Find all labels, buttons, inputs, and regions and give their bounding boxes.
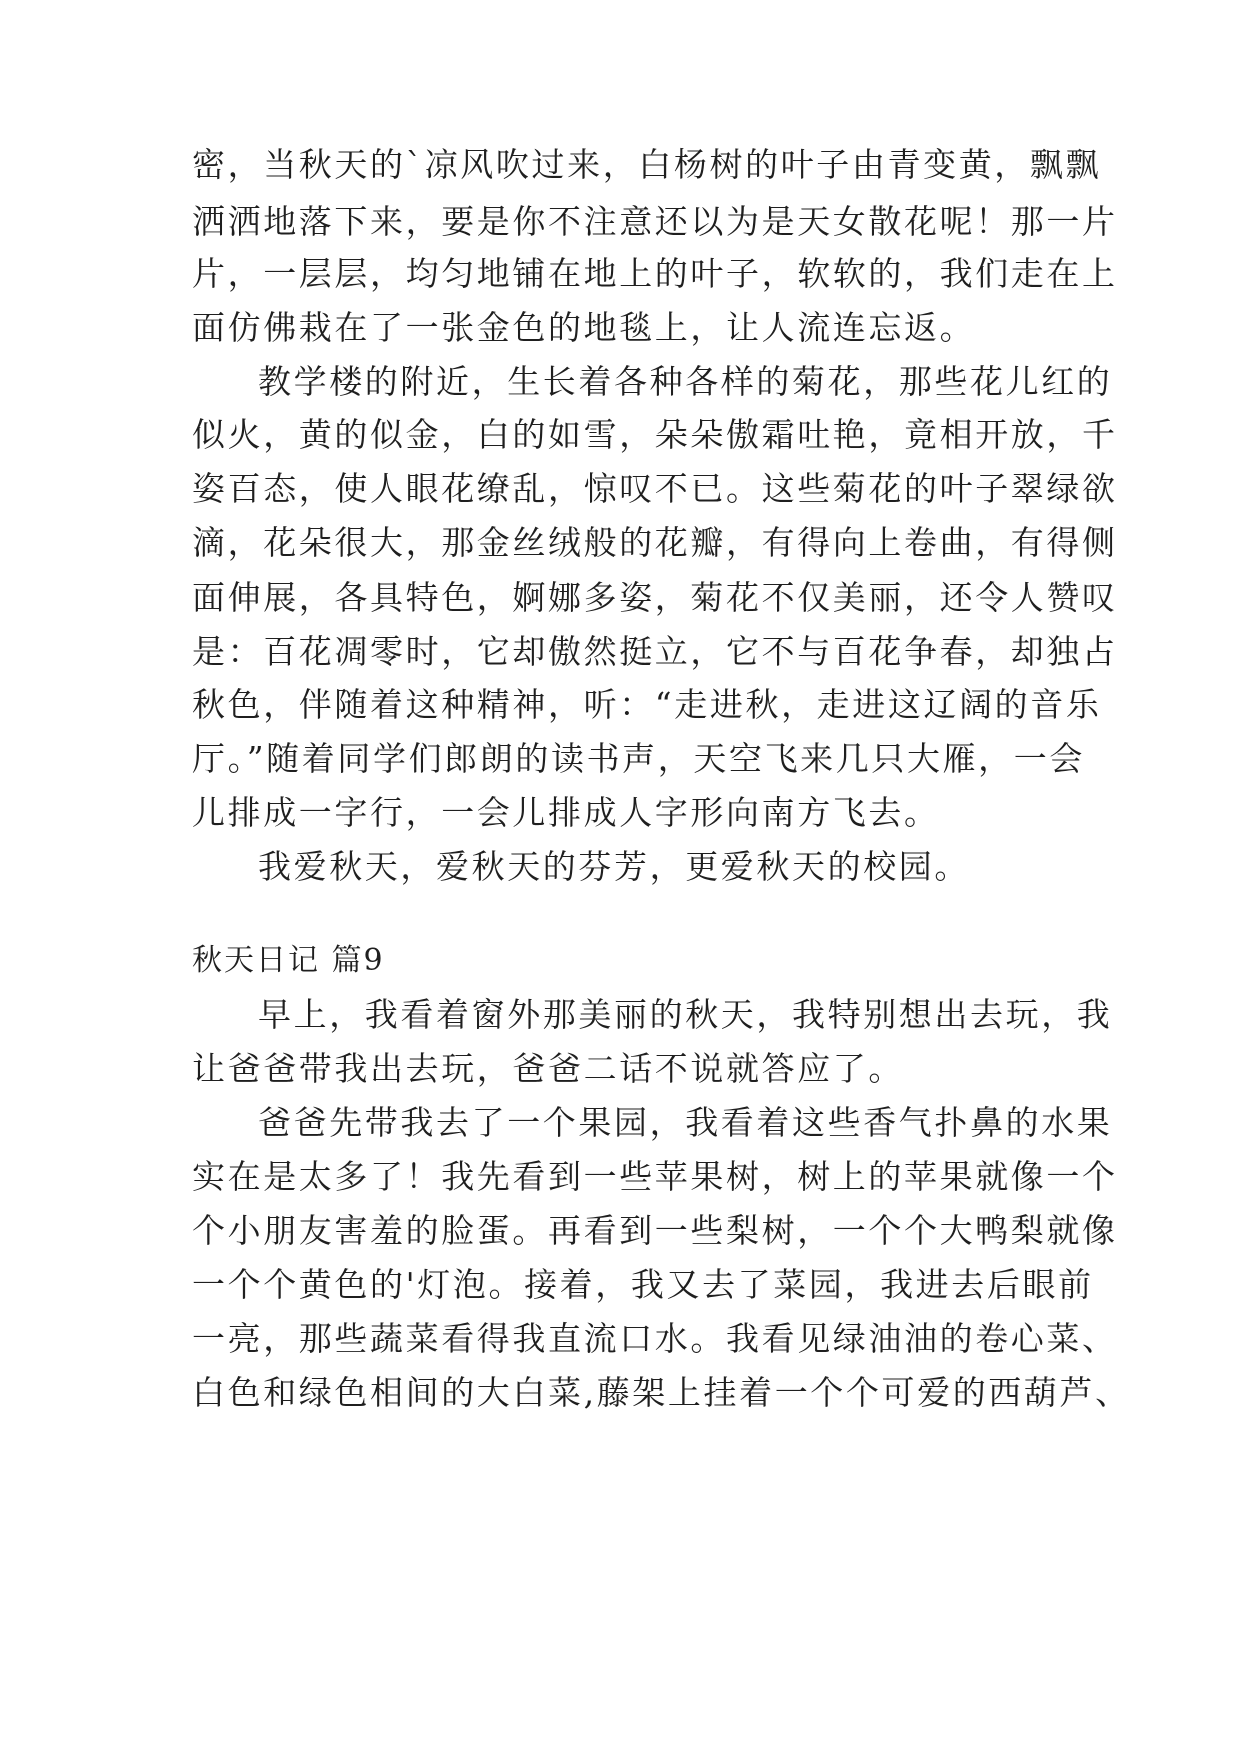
text-line: 儿排成一字行，一会儿排成人字形向南方飞去。 <box>192 793 940 832</box>
text-line: 厅。”随着同学们郎朗的读书声，天空飞来几只大雁，一会 <box>192 739 1085 778</box>
text-line: 个小朋友害羞的脸蛋。再看到一些梨树，一个个大鸭梨就像 <box>192 1211 1118 1250</box>
text-line: 是：百花凋零时，它却傲然挺立，它不与百花争春，却独占 <box>192 632 1118 671</box>
text-line: 秋色，伴随着这种精神，听：“走进秋，走进这辽阔的音乐 <box>192 685 1102 724</box>
text-line: 教学楼的附近，生长着各种各样的菊花，那些花儿红的 <box>258 362 1113 401</box>
text-line: 一亮，那些蔬菜看得我直流口水。我看见绿油油的卷心菜、 <box>192 1319 1118 1358</box>
text-line: 让爸爸带我出去玩，爸爸二话不说就答应了。 <box>192 1049 904 1088</box>
text-line: 我爱秋天，爱秋天的芬芳，更爱秋天的校园。 <box>258 847 970 886</box>
text-line: 滴，花朵很大，那金丝绒般的花瓣，有得向上卷曲，有得侧 <box>192 523 1118 562</box>
text-line: 白色和绿色相间的大白菜,藤架上挂着一个个可爱的西葫芦、 <box>192 1373 1131 1412</box>
text-line: 洒洒地落下来，要是你不注意还以为是天女散花呢！那一片 <box>192 202 1118 241</box>
section-title: 秋天日记 篇9 <box>192 943 385 978</box>
text-line: 姿百态，使人眼花缭乱，惊叹不已。这些菊花的叶子翠绿欲 <box>192 469 1118 508</box>
text-line: 实在是太多了！我先看到一些苹果树，树上的苹果就像一个 <box>192 1157 1118 1196</box>
text-line: 面伸展，各具特色，婀娜多姿，菊花不仅美丽，还令人赞叹 <box>192 578 1118 617</box>
text-line: 似火，黄的似金，白的如雪，朵朵傲霜吐艳，竟相开放，千 <box>192 415 1118 454</box>
text-line: 爸爸先带我去了一个果园，我看着这些香气扑鼻的水果 <box>258 1103 1113 1142</box>
text-line: 一个个黄色的'灯泡。接着，我又去了菜园，我进去后眼前 <box>192 1265 1094 1304</box>
text-line: 面仿佛栽在了一张金色的地毯上，让人流连忘返。 <box>192 308 976 347</box>
text-line: 早上，我看着窗外那美丽的秋天，我特别想出去玩，我 <box>258 995 1113 1034</box>
text-line: 密，当秋天的`凉风吹过来，白杨树的叶子由青变黄，飘飘 <box>192 145 1102 184</box>
text-line: 片，一层层，均匀地铺在地上的叶子，软软的，我们走在上 <box>192 254 1118 293</box>
